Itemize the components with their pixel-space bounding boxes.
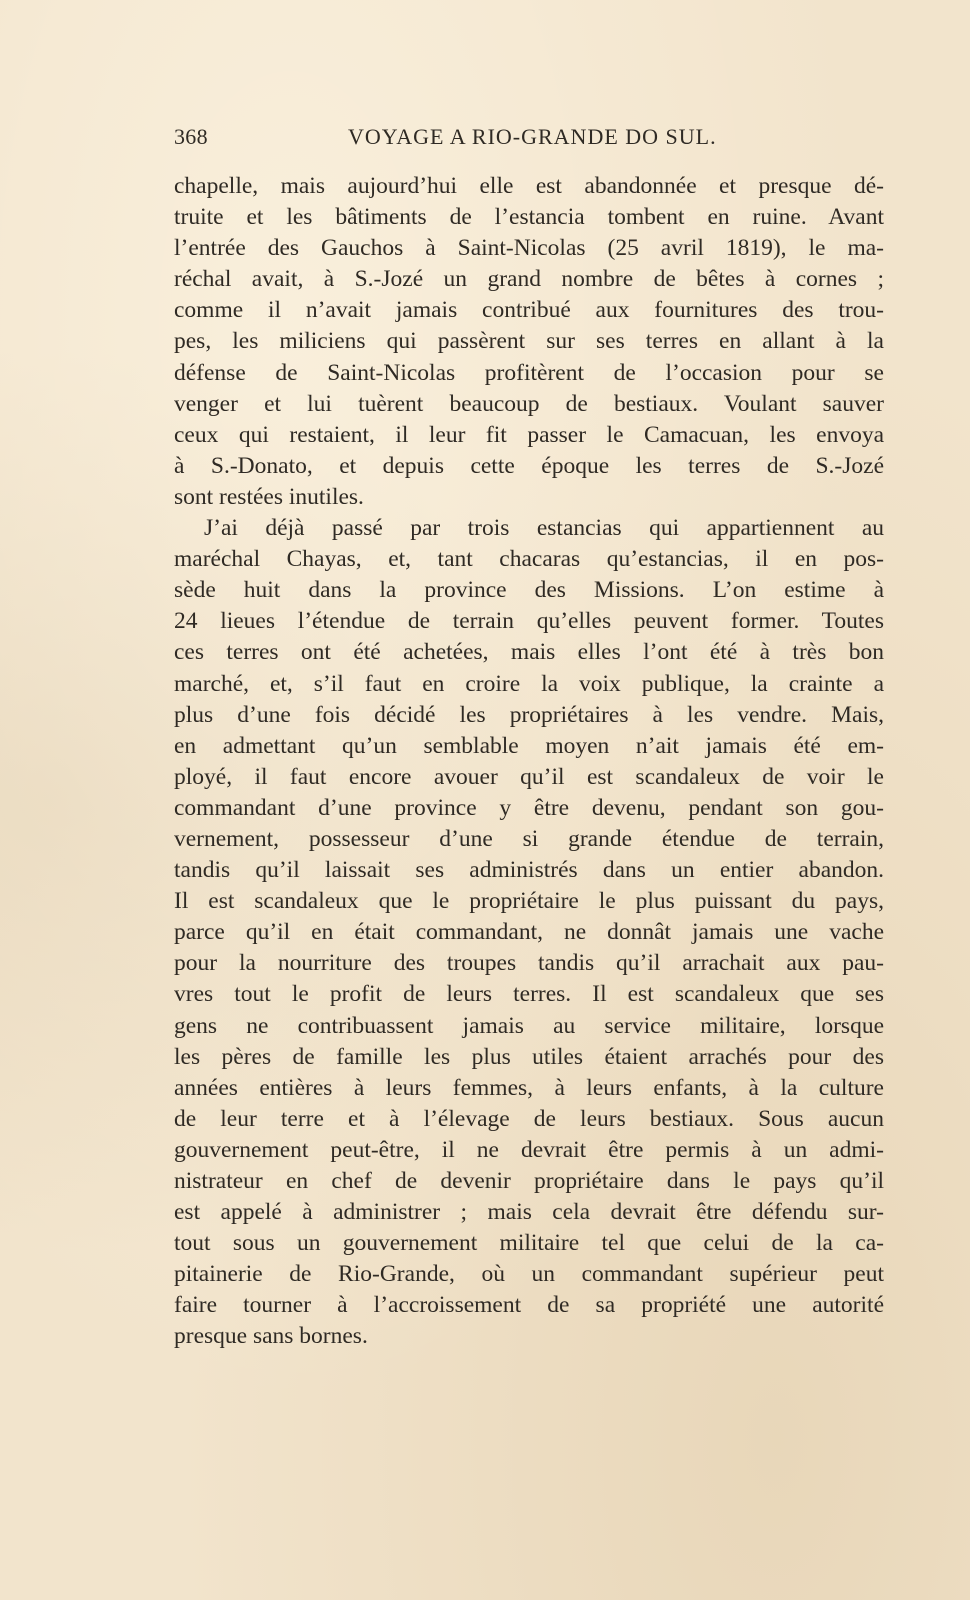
text-line: de leur terre et à l’élevage de leurs bestiaux. Sous aucun [174, 1105, 884, 1132]
text-line: ceux qui restaient, il leur fit passer le Camacuan, les envoya [174, 421, 884, 448]
text-line: venger et lui tuèrent beaucoup de bestiaux. Voulant sauver [174, 390, 884, 417]
text-line: gens ne contribuassent jamais au service militaire, lorsque [174, 1012, 884, 1039]
text-line: est appelé à administrer ; mais cela devrait être défendu sur- [174, 1199, 884, 1226]
text-line: pitainerie de Rio-Grande, où un commandant supérieur peut [174, 1261, 884, 1288]
page-header [174, 124, 880, 156]
text-line: pes, les miliciens qui passèrent sur ses terres en allant à la [174, 328, 884, 355]
text-line: vernement, possesseur d’une si grande étendue de terrain, [174, 825, 884, 852]
text-line: 24 lieues l’étendue de terrain qu’elles peuvent former. Toutes [174, 608, 884, 635]
text-line: comme il n’avait jamais contribué aux fournitures des trou- [174, 297, 884, 324]
text-line: Il est scandaleux que le propriétaire le plus puissant du pays, [174, 888, 884, 915]
text-line: ployé, il faut encore avouer qu’il est scandaleux de voir le [174, 763, 884, 790]
text-line: maréchal Chayas, et, tant chacaras qu’estancias, il en pos- [174, 546, 884, 573]
text-line: l’entrée des Gauchos à Saint-Nicolas (25 avril 1819), le ma- [174, 235, 884, 262]
text-line: sède huit dans la province des Missions. L’on estime à [174, 577, 884, 604]
text-line: pour la nourriture des troupes tandis qu’il arrachait aux pau- [174, 950, 884, 977]
text-line: tout sous un gouvernement militaire tel que celui de la ca- [174, 1230, 884, 1257]
text-line: à S.-Donato, et depuis cette époque les terres de S.-Jozé [174, 452, 884, 479]
text-line: parce qu’il en était commandant, ne donnât jamais une vache [174, 919, 884, 946]
text-line: défense de Saint-Nicolas profitèrent de l’occasion pour se [174, 359, 884, 386]
text-line: J’ai déjà passé par trois estancias qui appartiennent au [204, 515, 884, 542]
text-line: truite et les bâtiments de l’estancia tombent en ruine. Avant [174, 204, 884, 231]
text-line: tandis qu’il laissait ses administrés dans un entier abandon. [174, 857, 884, 884]
text-line: faire tourner à l’accroissement de sa propriété une autorité [174, 1292, 884, 1319]
page-number: 368 [174, 124, 208, 149]
text-line: nistrateur en chef de devenir propriétaire dans le pays qu’il [174, 1168, 884, 1194]
running-head: VOYAGE A RIO-GRANDE DO SUL. [348, 124, 717, 149]
text-line: marché, et, s’il faut en croire la voix publique, la crainte a [174, 670, 884, 697]
text-line: commandant d’une province y être devenu, pendant son gou- [174, 794, 884, 821]
text-line: les pères de famille les plus utiles étaient arrachés pour des [174, 1043, 884, 1070]
text-line: chapelle, mais aujourd’hui elle est abandonnée et presque dé- [174, 173, 884, 199]
paragraph-2 [174, 513, 884, 1353]
text-line: presque sans bornes. [174, 1323, 368, 1350]
text-line: années entières à leurs femmes, à leurs enfants, à la culture [174, 1074, 884, 1101]
text-line: ces terres ont été achetées, mais elles l’ont été à très bon [174, 639, 884, 666]
paragraph-1 [174, 171, 884, 513]
text-line: sont restées inutiles. [174, 483, 364, 510]
text-line: réchal avait, à S.-Jozé un grand nombre de bêtes à cornes ; [174, 266, 884, 293]
text-line: en admettant qu’un semblable moyen n’ait jamais été em- [174, 732, 884, 759]
text-line: vres tout le profit de leurs terres. Il est scandaleux que ses [174, 981, 884, 1008]
text-line: gouvernement peut-être, il ne devrait être permis à un admi- [174, 1136, 884, 1163]
body-text [174, 171, 884, 1353]
text-line: plus d’une fois décidé les propriétaires à les vendre. Mais, [174, 701, 884, 728]
